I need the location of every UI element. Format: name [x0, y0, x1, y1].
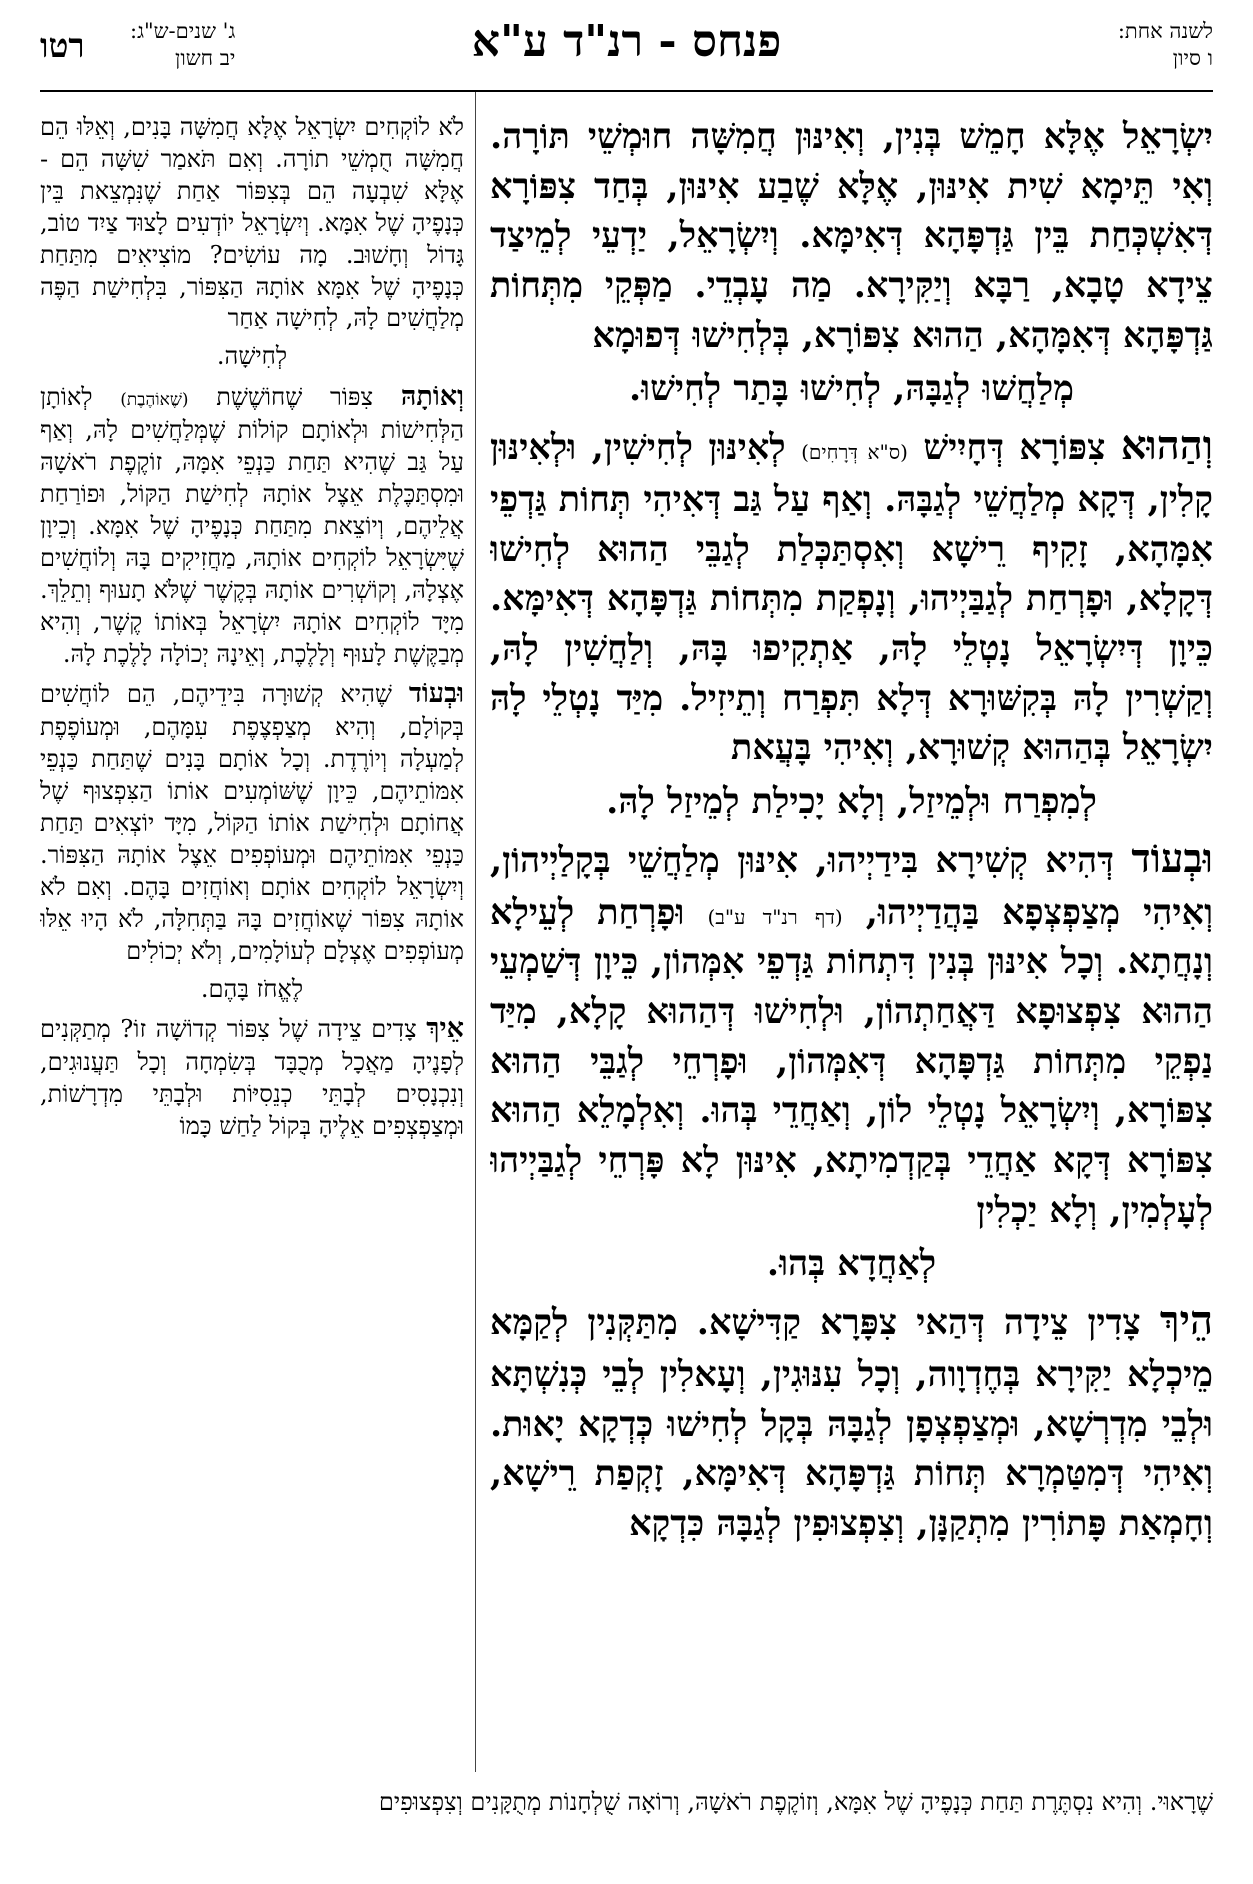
main-p4-text: צָדִין צֵידָה דְּהַאי צִפָּרָא קַדִּישָׁא. מִתַּקְּנִין לְקַמָּא מֵיכְלָא יַקִּירָא בְּחֶדְוָוה, וְכָל עִנּוּגִין, וְעָאלִין לְבֵי כְּנִשְׁתָּא וּלְבֵי מִדְרְשָׁא, וּמְצַפְצְפָן לְגַבָּהּ בְּקָל לְחִישׁוּ כְּדְקָא יָאוּת. וְאִיהִי דְּמִטַּמְרָא תְּחוֹת גַּדְפָּהָא דְּאִימָּא, זָקְפַת רֵישָׁא, וְחָמְאַת פָּתוֹרִין מִתְקַנָּן, וְצִפְצוּפִין לְגַבָּהּ כִּדְקָא [490, 1302, 1213, 1544]
trans-t4-text: צָדִים צֵידָה שֶׁל צִפּוֹר קְדוֹשָׁה זוֹ? מְתַקְּנִים לְפָנֶיהָ מַאֲכָל מְכֻבָּד בְּשִׂמְחָה וְכָל תַּעֲנוּגִים, וְנִכְנָסִים לְבָתֵּי כְנֵסִיּוֹת וּלְבָתֵּי מִדְרָשׁוֹת, וּמְצַפְצְפִים אֵלֶיהָ בְּקוֹל לַחַשׁ כָּמוֹ [40, 1015, 464, 1141]
page-title: פנחס - רנ"ד ע"א [471, 16, 782, 67]
folio-number: רטו [40, 26, 85, 65]
main-p2-b: לְאִינּוּן לְחִישִׁין, וּלְאִינּוּן קָלִין, דְּקָא מְלַחֲשֵׁי לְגַבָּהּ. וְאַף עַל גַּב דְּאִיהִי תְּחוֹת גַּדְפֵי אִמָּהָא, זָקִיף רֵישָׁא וְאִסְתַּכְּלַת לְגַבֵּי הַהוּא לְחִישׁוּ דְּקָלָא, וּפָרְחַת לְגַבַּיְיהוּ, וְנָפְקַת מִתְּחוֹת גַּדְפָּהָא דְּאִימָּא. כֵּיוָן דְּיִשְׂרָאֵל נָטְלֵי לָהּ, אַתְקִיפוּ בָּהּ, וְלַחֲשִׁין לָהּ, וְקַשְׁרִין לָהּ בְּקִשּׁוּרָא דְּלָא תִּפְרַח וְתֵיזִיל. מִיַּד נָטְלֵי לָהּ יִשְׂרָאֵל בְּהַהוּא קְשׁוּרָא, וְאִיהִי בָּעֲאת [490, 427, 1213, 769]
header-cycle-date: יב חשון [175, 46, 236, 70]
trans-paragraph-3-end: לֶאֱחֹז בָּהֶם. [200, 974, 304, 1003]
trans-paragraph-3 [40, 676, 464, 967]
main-p1-text: יִשְׂרָאֵל אֶלָּא חָמֵשׁ בְּנִין, וְאִינּוּן חֲמִשָּׁה חוּמְשֵׁי תּוֹרָה. וְאִי תֵּימָא שִׁית אִינּוּן, אֶלָּא שֶׁבַע אִינּוּן, בְּחַד צִפּוֹרָא דְּאִשְׁכְּחַת בֵּין גַּדְפָּהָא דְּאִימָּא. וְיִשְׂרָאֵל, יַדְעֵי לְמֵיצַד צֵידָא טָבָא, רַבָּא וְיַקִּירָא. מַה עָבְדֵי. מַפְּקֵי מִתְּחוֹת גַּדְפָּהָא דְּאִמָּהָא, הַהוּא צִפּוֹרָא, בְּלְחִישׁוּ דְּפוּמָא [490, 116, 1213, 356]
main-p2-lead: וְהַהוּא [1120, 422, 1213, 470]
main-column [490, 112, 1213, 1777]
trans-paragraph-1-end: לְחִישָׁה. [216, 342, 288, 371]
main-paragraph-1 [490, 112, 1213, 360]
header-cycle-block [130, 18, 235, 72]
translation-column [40, 112, 464, 1777]
main-paragraph-2 [490, 418, 1213, 773]
main-paragraph-4 [490, 1293, 1213, 1549]
main-p2-note: (ס"א דְּרָחִים) [801, 440, 908, 465]
trans-t2-lead: וְאוֹתָהּ [400, 381, 464, 413]
footer-runover-line: שֶׁרָאוּי. וְהִיא נִסְתֶּרֶת תַּחַת כְּנָפֶיהָ שֶׁל אִמָּא, וְזוֹקֶפֶת רֹאשָׁהּ, וְרוֹאָה שֻׁלְחָנוֹת מְתֻקָּנִים וְצִפְצוּפִים [378, 1788, 1213, 1816]
main-paragraph-3-end: לְאַחֲדָא בְּהוּ. [766, 1243, 937, 1285]
trans-t2-b: לְאוֹתָן הַלְּחִישׁוֹת וּלְאוֹתָם קוֹלוֹת שֶׁמְּלַחֲשִׁים לָהּ, וְאַף עַל גַּב שֶׁהִיא תַּחַת כַּנְפֵי אִמָּהּ, זוֹקֶפֶת רֹאשָׁהּ וּמִסְתַּכֶּלֶת אֵצֶל אוֹתָהּ לְחִישַׁת הַקּוֹל, וּפוֹרַחַת אֲלֵיהֶם, וְיוֹצֵאת מִתַּחַת כְּנָפֶיהָ שֶׁל אִמָּא. וְכֵיוָן שֶׁיִּשְׂרָאֵל לוֹקְחִים אוֹתָהּ, מַחֲזִיקִים בָּהּ וְלוֹחֲשִׁים אֶצְלָהּ, וְקוֹשְׁרִים אוֹתָהּ בְּקֶשֶׁר שֶׁלֹּא תָעוּף וְתֵלֵךְ. מִיָּד לוֹקְחִים אוֹתָהּ יִשְׂרָאֵל בְּאוֹתוֹ קֶשֶׁר, וְהִיא מְבַקֶּשֶׁת לָעוּף וְלָלֶכֶת, וְאֵינָהּ יְכוֹלָה לָלֶכֶת לָהּ. [40, 383, 464, 668]
main-p3-note: (דף רנ"ד ע"ב) [707, 904, 843, 929]
header-study-date: ו סיון [1172, 46, 1213, 70]
header-cycle-label: ג' שנים-ש"ג: [130, 19, 236, 43]
header-rule [40, 90, 1213, 92]
trans-paragraph-1 [40, 112, 464, 335]
main-p3-a: דְּהִיא קְשִׁירָא בִּידַיְיהוּ, אִינּוּן מְלַחֲשֵׁי בְּקָלַיְיהוֹן, וְאִיהִי מְצַפְצְפָא בַּהֲדַיְיהוּ, [490, 839, 1213, 933]
main-p4-lead: הֵיךְ [1159, 1297, 1213, 1345]
trans-t1-text: לֹא לוֹקְחִים יִשְׂרָאֵל אֶלָּא חֲמִשָּׁה בָּנִים, וְאֵלּוּ הֵם חֲמִשָּׁה חֻמְשֵׁי תוֹרָה. וְאִם תֹּאמַר שִׁשָּׁה הֵם - אֶלָּא שִׁבְעָה הֵם בְּצִפּוֹר אַחַת שֶׁנִּמְצֵאת בֵּין כְּנָפֶיהָ שֶׁל אִמָּא. וְיִשְׂרָאֵל יוֹדְעִים לָצוּד צַיִד טוֹב, גָּדוֹל וְחָשׁוּב. מָה עוֹשִׂים? מוֹצִיאִים מִתַּחַת כְּנָפֶיהָ שֶׁל אִמָּא אוֹתָהּ הַצִּפּוֹר, בִּלְחִישַׁת הַפֶּה מְלַחֲשִׁים לָהּ, לְחִישָׁה אַחַר [40, 113, 464, 333]
trans-t3-text: שֶׁהִיא קְשׁוּרָה בִּידֵיהֶם, הֵם לוֹחֲשִׁים בְּקוֹלָם, וְהִיא מְצַפְצֶפֶת עִמָּהֶם, וּמְעוֹפֶפֶת לְמַעְלָה וְיוֹרֶדֶת. וְכָל אוֹתָם בָּנִים שֶׁתַּחַת כַּנְפֵי אִמּוֹתֵיהֶם, כֵּיוָן שֶׁשּׁוֹמְעִים אוֹתוֹ הַצִּפְצוּף שֶׁל אֲחוֹתָם וּלְחִישַׁת אוֹתוֹ הַקּוֹל, מִיָּד יוֹצְאִים תַּחַת כַּנְפֵי אִמּוֹתֵיהֶם וּמְעוֹפְפִים אֵצֶל אוֹתָהּ הַצִּפּוֹר. וְיִשְׂרָאֵל לוֹקְחִים אוֹתָם וְאוֹחֲזִים בָּהֶם. וְאִם לֹא אוֹתָהּ צִפּוֹר שֶׁאוֹחֲזִים בָּהּ בַּתְּחִלָּה, לֹא הָיוּ אֵלּוּ מְעוֹפְפִים אֶצְלָם לְעוֹלָמִים, וְלֹא יְכוֹלִים [40, 680, 464, 965]
header-study-label: לשנה אחת: [1117, 19, 1213, 43]
trans-t2-note: (שֶׁאוֹהֶבֶת) [120, 390, 189, 411]
main-paragraph-2-end: לְמִפְרַח וּלְמֵיזַל, וְלָא יָכִילַת לְמֵיזַל לָהּ. [606, 781, 1097, 823]
main-p2-a: צִפּוֹרָא דְּחָיִישׁ [923, 427, 1106, 469]
trans-t2-a: צִפּוֹר שֶׁחוֹשֶׁשֶׁת [216, 383, 374, 412]
main-p3-b: וּפָרְחַת לְעֵילָא וְנָחֲתָא. וְכָל אִינּוּן בְּנִין דִּתְחוֹת גַּדְפֵי אִמְּהוֹן, כֵּיוָן דְּשַׁמְעֵי הַהוּא צִפְצוּפָא דַּאֲחַתְהוֹן, וּלְחִישׁוּ דְּהַהוּא קָלָא, מִיַּד נַפְקֵי מִתְּחוֹת גַּדְפָּהָא דְּאִמְּהוֹן, וּפָרְחֵי לְגַבֵּי הַהוּא צִפּוֹרָא, וְיִשְׂרָאֵל נָטְלֵי לוֹן, וְאַחֲדֵי בְּהוּ. וְאִלְמָלֵא הַהוּא צִפּוֹרָא דְּקָא אַחֲדֵי בְּקַדְמִיתָא, אִינּוּן לָא פָּרְחֵי לְגַבַּיְיהוּ לְעָלְמִין, וְלָא יַכְלִין [490, 891, 1213, 1231]
main-paragraph-1-end: מְלַחֲשׁוּ לְגַבָּהּ, לְחִישׁוּ בָּתַר לְחִישׁוּ. [628, 368, 1074, 410]
trans-paragraph-2 [40, 379, 464, 670]
main-p3-lead: וּבְעוֹד [1131, 834, 1213, 882]
column-divider [475, 92, 476, 1772]
trans-paragraph-4 [40, 1011, 464, 1143]
main-paragraph-3 [490, 831, 1213, 1236]
trans-t4-lead: אֵיךְ [426, 1013, 464, 1045]
trans-t3-lead: וּבְעוֹד [408, 678, 464, 710]
